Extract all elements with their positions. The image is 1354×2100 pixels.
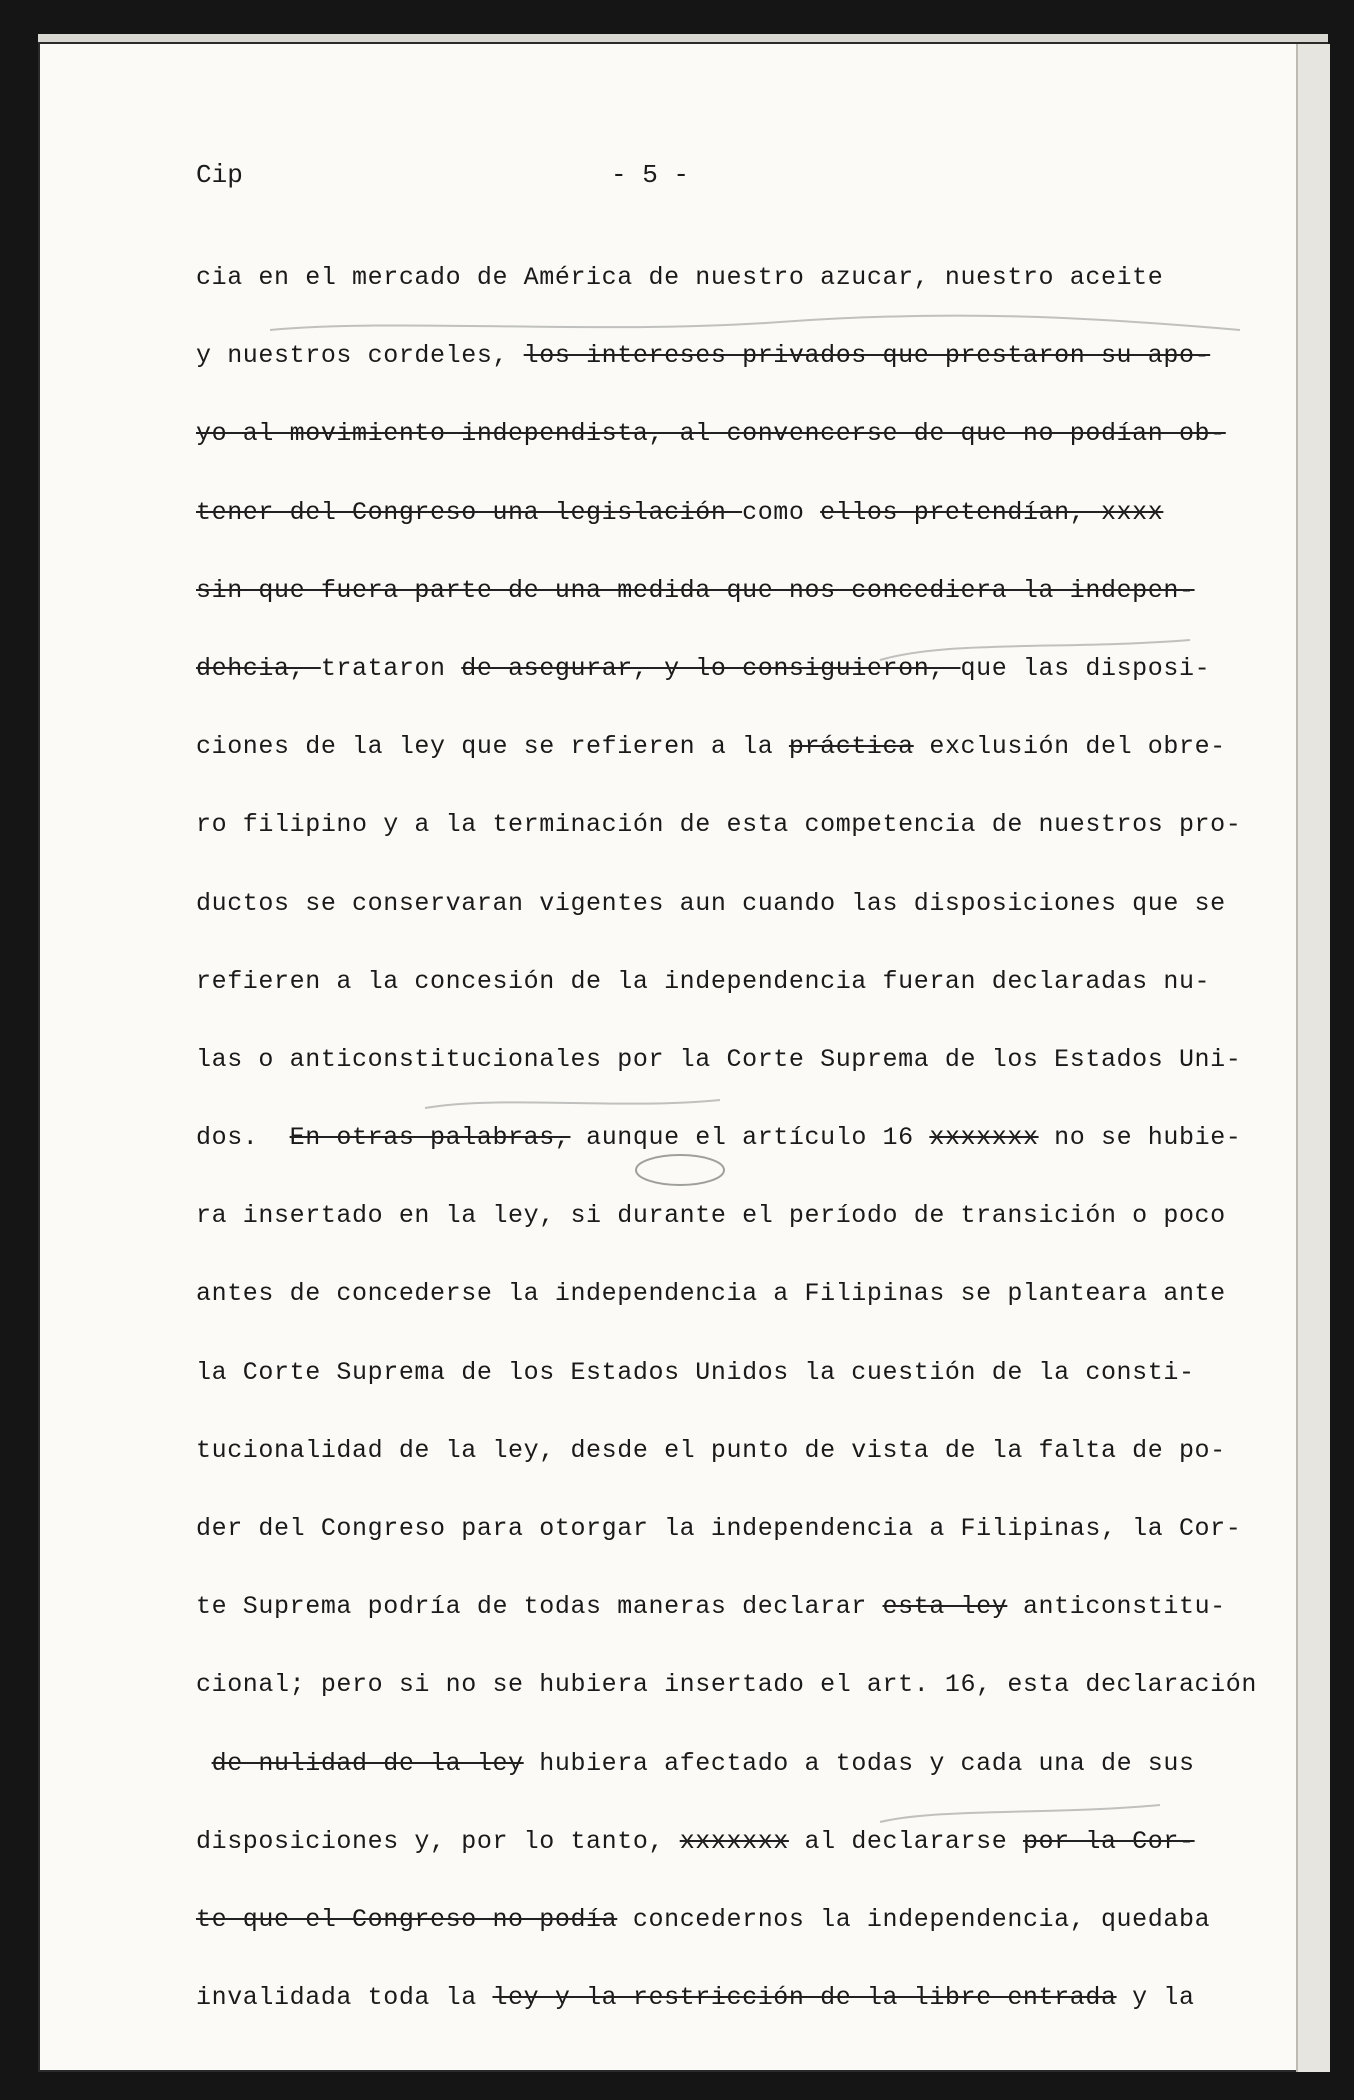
struck-text: xxxxxxx [679,1826,789,1856]
line-text: cional; pero si no se hubiera insertado el art. 16, esta declaración [196,1670,1257,1700]
struck-text: xxxxxxx [929,1123,1039,1153]
text-line [196,1274,1276,1352]
struck-text: práctica [788,732,914,762]
text-line [196,1196,1276,1274]
text-line [196,1665,1276,1743]
text-line [196,884,1276,962]
text-line [196,258,1276,336]
text-line [196,493,1276,571]
struck-text: los intereses privados que prestaron su apo- [523,341,1211,371]
line-text: anticonstitu- [1007,1592,1226,1622]
line-text: al declararse [788,1826,1023,1856]
text-line [196,1118,1276,1196]
line-text: concedernos la independencia, quedaba [617,1904,1211,1934]
page-stack-edge [1296,44,1330,2072]
text-line [196,805,1276,883]
line-text: cia en el mercado de América de nuestro azucar, nuestro aceite [196,263,1164,292]
struck-text: de asegurar, y lo consiguieron, [461,653,961,683]
text-line [196,962,1276,1040]
line-text: las o anticonstitucionales por la Corte Suprema de los Estados Uni- [196,1044,1242,1074]
text-line [196,414,1276,492]
line-text: aunque el artículo 16 [570,1123,930,1153]
struck-text: tener del Congreso una legislación [196,497,743,527]
text-line [196,1978,1276,2056]
struck-text: ellos pretendían, xxxx [820,497,1164,527]
line-text: y nuestros cordeles, [196,341,524,371]
line-text: la Corte Suprema de los Estados Unidos la cuestión de la consti- [196,1357,1195,1387]
text-line [196,1587,1276,1665]
line-text: tucionalidad de la ley, desde el punto de vista de la falta de po- [196,1435,1226,1465]
text-line [196,1822,1276,1900]
line-text: disposiciones y, por lo tanto, [196,1826,680,1856]
page-header [196,160,1236,200]
struck-text: te que el Congreso no podía [196,1904,618,1934]
struck-text: esta ley [882,1592,1008,1622]
struck-text: yo al movimiento independista, al convencerse de que no podían ob- [196,419,1226,449]
line-text: antes de concederse la independencia a Filipinas se planteara ante [196,1279,1226,1309]
text-line [196,1431,1276,1509]
line-text: que las disposi- [960,653,1211,683]
line-text: ductos se conservaran vigentes aun cuando las disposiciones que se [196,888,1226,918]
typed-body-text [196,258,1276,2056]
text-line [196,571,1276,649]
line-text: invalidada toda la [196,1983,493,2013]
text-line [196,1744,1276,1822]
line-text: no se hubie- [1038,1123,1242,1153]
struck-text: sin que fuera parte de una medida que nos concediera la indepen- [196,575,1195,605]
line-text: trataron [320,653,462,683]
line-text: como [742,497,821,527]
struck-text: ley y la restricción de la libre entrada [492,1983,1117,2013]
text-line [196,727,1276,805]
text-line [196,649,1276,727]
page-number: - 5 - [611,160,690,190]
line-text: y la [1116,1983,1195,2013]
text-line [196,1040,1276,1118]
struck-text: por la Cor- [1022,1826,1195,1856]
line-text: ro filipino y a la terminación de esta competencia de nuestros pro- [196,810,1242,840]
struck-text: dehcia, [196,653,321,683]
line-text: der del Congreso para otorgar la independencia a Filipinas, la Cor- [196,1514,1242,1543]
line-text: ra insertado en la ley, si durante el período de transición o poco [196,1201,1226,1231]
struck-text: En otras palabras, [289,1123,571,1153]
text-line [196,1353,1276,1431]
line-text: exclusión del obre- [913,732,1226,762]
line-text: dos. [196,1123,290,1153]
struck-text: de nulidad de la ley [211,1748,524,1778]
document-reference: Cip [196,160,243,190]
line-text: refieren a la concesión de la independencia fueran declaradas nu- [196,966,1211,996]
line-text [196,1749,212,1778]
line-text: ciones de la ley que se refieren a la [196,732,789,762]
text-line [196,336,1276,414]
line-text: te Suprema podría de todas maneras declarar [196,1592,883,1622]
text-line [196,1509,1276,1587]
text-line [196,1900,1276,1978]
line-text: hubiera afectado a todas y cada una de sus [523,1748,1195,1778]
